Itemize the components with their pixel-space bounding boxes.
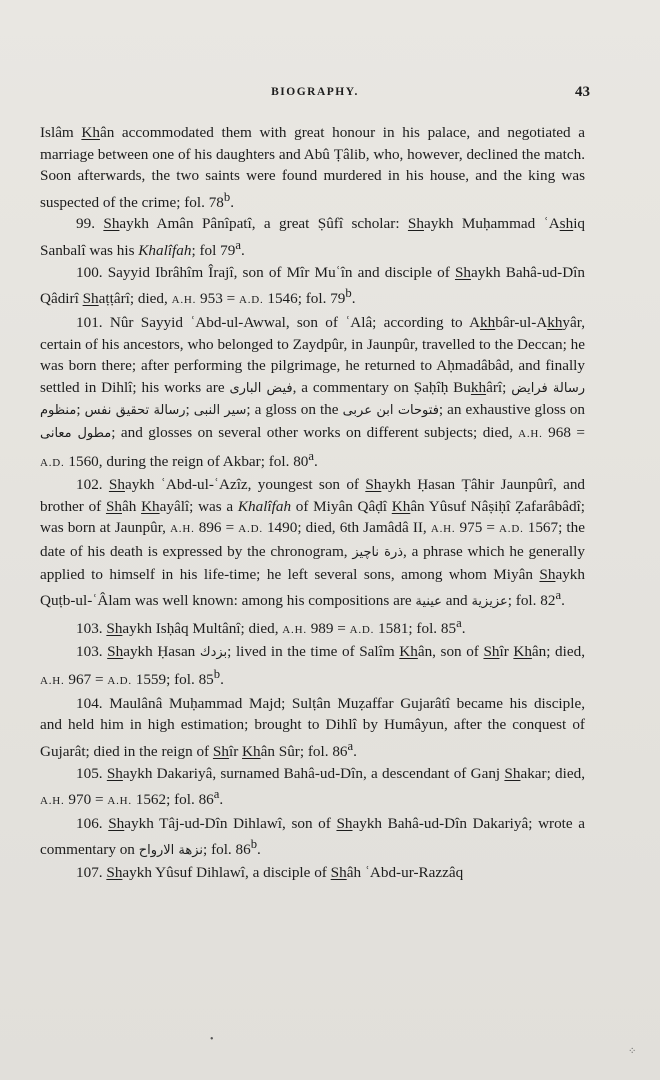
text: aykh Isḥâq Multânî; died,: [122, 619, 283, 637]
text: aykh Bahâ-ud-Dîn Qâdirî: [40, 263, 585, 308]
text: aykh Dakariyâ, surnamed Bahâ-ud-Dîn, a descendant of Ganj: [122, 764, 505, 782]
underlined-text: Kh: [242, 742, 261, 760]
text: aykh Yûsuf Dihlawî, a disciple of: [122, 864, 331, 882]
underlined-text: Sh: [108, 814, 125, 832]
underlined-text: Sh: [82, 290, 99, 308]
text: .: [257, 841, 261, 859]
underlined-text: Sh: [504, 764, 521, 782]
text: ; fol. 86: [203, 841, 251, 859]
text: .: [351, 290, 356, 308]
italic-term: Khalîfah: [138, 242, 192, 260]
entry-number: 104.: [76, 694, 110, 712]
text: âh ʿAbd-ur-Razzâq: [346, 864, 464, 882]
underlined-text: Kh: [399, 643, 418, 661]
text: Islâm: [40, 124, 82, 141]
era-abbrev: A.H.: [40, 675, 65, 688]
underlined-text: Sh: [539, 565, 556, 583]
text: ;: [185, 401, 194, 419]
print-speck: ⁘: [628, 1046, 637, 1057]
era-abbrev: A.D.: [349, 623, 375, 636]
text: ân; died,: [531, 643, 586, 661]
era-abbrev: A.H.: [430, 523, 456, 536]
era-abbrev: A.D.: [499, 523, 524, 536]
text: ; fol. 82: [507, 592, 556, 610]
folio-side: a: [308, 448, 315, 463]
folio-side: b: [213, 667, 221, 682]
text: ayâlî; was a: [159, 497, 238, 515]
text: 1562; fol. 86: [131, 791, 214, 809]
entry-number: 101.: [76, 313, 110, 331]
arabic-title: فيض البارى: [229, 380, 293, 396]
text: ; a gloss on the: [246, 401, 343, 419]
underlined-text: Sh: [106, 864, 123, 882]
text: 1490; died, 6th Jamâdâ II,: [262, 519, 431, 537]
entry-number: 103.: [76, 619, 107, 637]
text: Maulânâ Muḥammad Majd; Sulṭân Muẓaffar Gujarâtî became his disciple, and held him in high estimation; brought to Dihlî by Humâyun, after the conquest of Gujarât; died in the reign of: [40, 694, 586, 760]
text: 967 =: [64, 671, 108, 689]
page-body: [40, 122, 585, 884]
text: and: [441, 592, 472, 610]
text: .: [461, 619, 466, 637]
entry-107: [40, 862, 585, 884]
text: ân accommodated them with great honour in his palace, and negotiated a marriage between one of his daughters and Abû Ṭâlib, who, however, declined the match. Soon afterwards, the two saints were found murdered in his house, and the king was suspected of the crime; fol. 78: [40, 124, 586, 211]
arabic-title: فتوحات ابن عربى: [342, 403, 439, 419]
text: aykh Ḥasan Ṭâhir Jaunpûrî, and brother of: [40, 476, 586, 515]
folio-side: a: [555, 588, 562, 603]
entry-number: 107.: [76, 864, 107, 882]
entry-number: 106.: [76, 814, 109, 832]
text: 968 =: [542, 423, 585, 441]
text: 1559; fol. 85: [131, 671, 214, 689]
text: 896 =: [194, 519, 239, 537]
underlined-text: Sh: [105, 497, 122, 515]
arabic-title: عينية: [415, 594, 442, 610]
entry-101: [40, 312, 585, 474]
text: aykh Ḥasan: [123, 643, 200, 661]
entry-number: 100.: [76, 263, 108, 281]
text: ârî;: [486, 378, 512, 396]
era-abbrev: A.D.: [40, 456, 65, 469]
text: Sayyid Ibrâhîm Îrajî, son of Mîr Muʿîn and disciple of: [107, 263, 455, 281]
entry-102: [40, 474, 585, 613]
entry-99: [40, 213, 585, 261]
era-abbrev: A.D.: [107, 675, 132, 688]
text: , a commentary on Ṣaḥîḥ Bu: [292, 378, 471, 396]
text: 1546; fol. 79: [263, 290, 346, 308]
arabic-title: رسالة فرايض منظوم: [40, 380, 585, 419]
text: .: [314, 452, 318, 470]
underlined-text: kh: [480, 313, 496, 331]
folio-side: a: [347, 738, 354, 753]
entry-104: [40, 693, 585, 763]
text: .: [220, 671, 224, 689]
text: îr: [499, 643, 514, 661]
underlined-text: kh: [470, 378, 487, 396]
entry-103-hasan: [40, 641, 585, 692]
entry-number: 105.: [76, 764, 107, 782]
arabic-title: سير النبى: [193, 403, 247, 419]
underlined-text: Sh: [107, 643, 124, 661]
underlined-text: Kh: [513, 643, 532, 661]
text: ; fol 79: [191, 242, 236, 260]
underlined-text: Sh: [407, 215, 424, 233]
underlined-text: kh: [547, 313, 563, 331]
text: 989 =: [306, 619, 350, 637]
era-abbrev: A.H.: [518, 427, 543, 440]
era-abbrev: A.D.: [238, 294, 264, 307]
arabic-chronogram: ذرة ناچيز: [352, 544, 404, 560]
underlined-text: Sh: [365, 476, 382, 494]
text: .: [219, 791, 224, 809]
arabic-title: عزيزية: [471, 594, 508, 610]
text: .: [353, 742, 357, 760]
text: .: [240, 242, 245, 260]
underlined-text: Sh: [106, 764, 123, 782]
running-title: BIOGRAPHY.: [271, 86, 359, 98]
entry-number: 103.: [76, 643, 108, 661]
text: ân Yûsuf Nâṣiḥî Ẓafarâbâdî; was born at Jaunpûr,: [40, 497, 585, 537]
text: 953 =: [196, 290, 239, 308]
underlined-text: Sh: [108, 476, 125, 494]
era-abbrev: A.H.: [282, 623, 307, 636]
text: 1560, during the reign of Akbar; fol. 80: [64, 452, 309, 470]
text: 970 =: [64, 791, 108, 809]
text: âh: [122, 497, 142, 515]
text: of Miyân Qâḍî: [291, 497, 392, 515]
folio-side: b: [223, 189, 231, 204]
text: aṭṭârî; died,: [98, 290, 172, 308]
entry-number: 99.: [76, 215, 104, 233]
entry-106: [40, 813, 585, 862]
text: ân Sûr; fol. 86: [260, 742, 348, 760]
era-abbrev: A.D.: [238, 523, 263, 536]
folio-side: b: [345, 286, 352, 301]
paragraph-continuation: [40, 122, 585, 213]
folio-side: b: [250, 837, 258, 852]
entry-number: 102.: [76, 476, 109, 494]
entry-100: [40, 262, 585, 312]
text: aykh Bahâ-ud-Dîn Dakariyâ; wrote a commentary on: [40, 814, 586, 859]
arabic-epithet: بزدك: [199, 645, 228, 661]
era-abbrev: A.H.: [107, 795, 132, 808]
folio-side: a: [235, 238, 241, 253]
folio-side: a: [456, 615, 462, 630]
text: aykh Tâj-ud-Dîn Dihlawî, son of: [124, 814, 337, 832]
underlined-text: Sh: [106, 619, 123, 637]
folio-side: a: [213, 787, 220, 802]
text: 1581; fol. 85: [374, 619, 457, 637]
text: .: [561, 592, 565, 610]
page-number: 43: [575, 84, 590, 100]
era-abbrev: A.H.: [170, 523, 195, 536]
underlined-text: Sh: [454, 263, 472, 281]
text: 975 =: [455, 519, 500, 537]
text: ; lived in the time of Salîm: [227, 643, 400, 661]
text: yâr, certain of his ancestors, who belonged to Zaydpûr, in Jaunpûr, travelled to the Deccan; he was born there; after performing the pilgrimage, he returned to Aḥmadâbâd, and finally settled in Dihlî; his works are: [40, 313, 585, 396]
arabic-title: نزهة الارواح: [138, 843, 204, 859]
arabic-title: مطول معانى: [40, 425, 112, 441]
text: aykh Amân Pânîpatî, a great Ṣûfî scholar:: [119, 215, 408, 233]
entry-103-ishaq: [40, 613, 585, 642]
underlined-text: Sh: [103, 215, 120, 233]
page-header: [40, 86, 590, 106]
text: ;: [76, 401, 85, 419]
text: aykh ʿAbd-ul-ʿAzîz, youngest son of: [124, 476, 366, 494]
underlined-text: Kh: [81, 124, 100, 141]
underlined-text: Sh: [330, 864, 347, 882]
era-abbrev: A.H.: [40, 795, 65, 808]
text: 1567; the date of his death is expressed by the chronogram,: [40, 519, 585, 560]
underlined-text: Kh: [141, 497, 160, 515]
arabic-title: رسالة تحقيق نفس: [84, 403, 186, 419]
text: bâr-ul-A: [495, 313, 548, 331]
entry-105: [40, 763, 585, 813]
text: .: [230, 193, 235, 211]
text: akar; died,: [520, 764, 586, 782]
text: ; and glosses on several other works on different subjects; died,: [111, 423, 519, 441]
text: ân, son of: [417, 643, 484, 661]
underlined-text: Sh: [336, 814, 353, 832]
underlined-text: Sh: [483, 643, 500, 661]
text: aykh Muḥammad ʿA: [423, 215, 560, 233]
text: Nûr Sayyid ʿAbd-ul-Awwal, son of ʿAlâ; according to A: [109, 313, 481, 331]
era-abbrev: A.H.: [171, 294, 197, 307]
text: , a phrase which he generally applied to himself in his life-time; he left several sons, among whom Miyân: [40, 542, 585, 583]
print-speck: •: [210, 1034, 214, 1045]
underlined-text: Sh: [212, 742, 229, 760]
text: aykh Quṭb-ul-ʿÂlam was well known: among his compositions are: [40, 565, 585, 610]
italic-term: Khalîfah: [237, 497, 292, 515]
underlined-text: Kh: [391, 497, 411, 515]
text: îr: [228, 742, 243, 760]
text: iq Sanbalî was his: [40, 215, 586, 260]
underlined-text: sh: [559, 215, 574, 233]
text: ; an exhaustive gloss on: [438, 401, 585, 419]
